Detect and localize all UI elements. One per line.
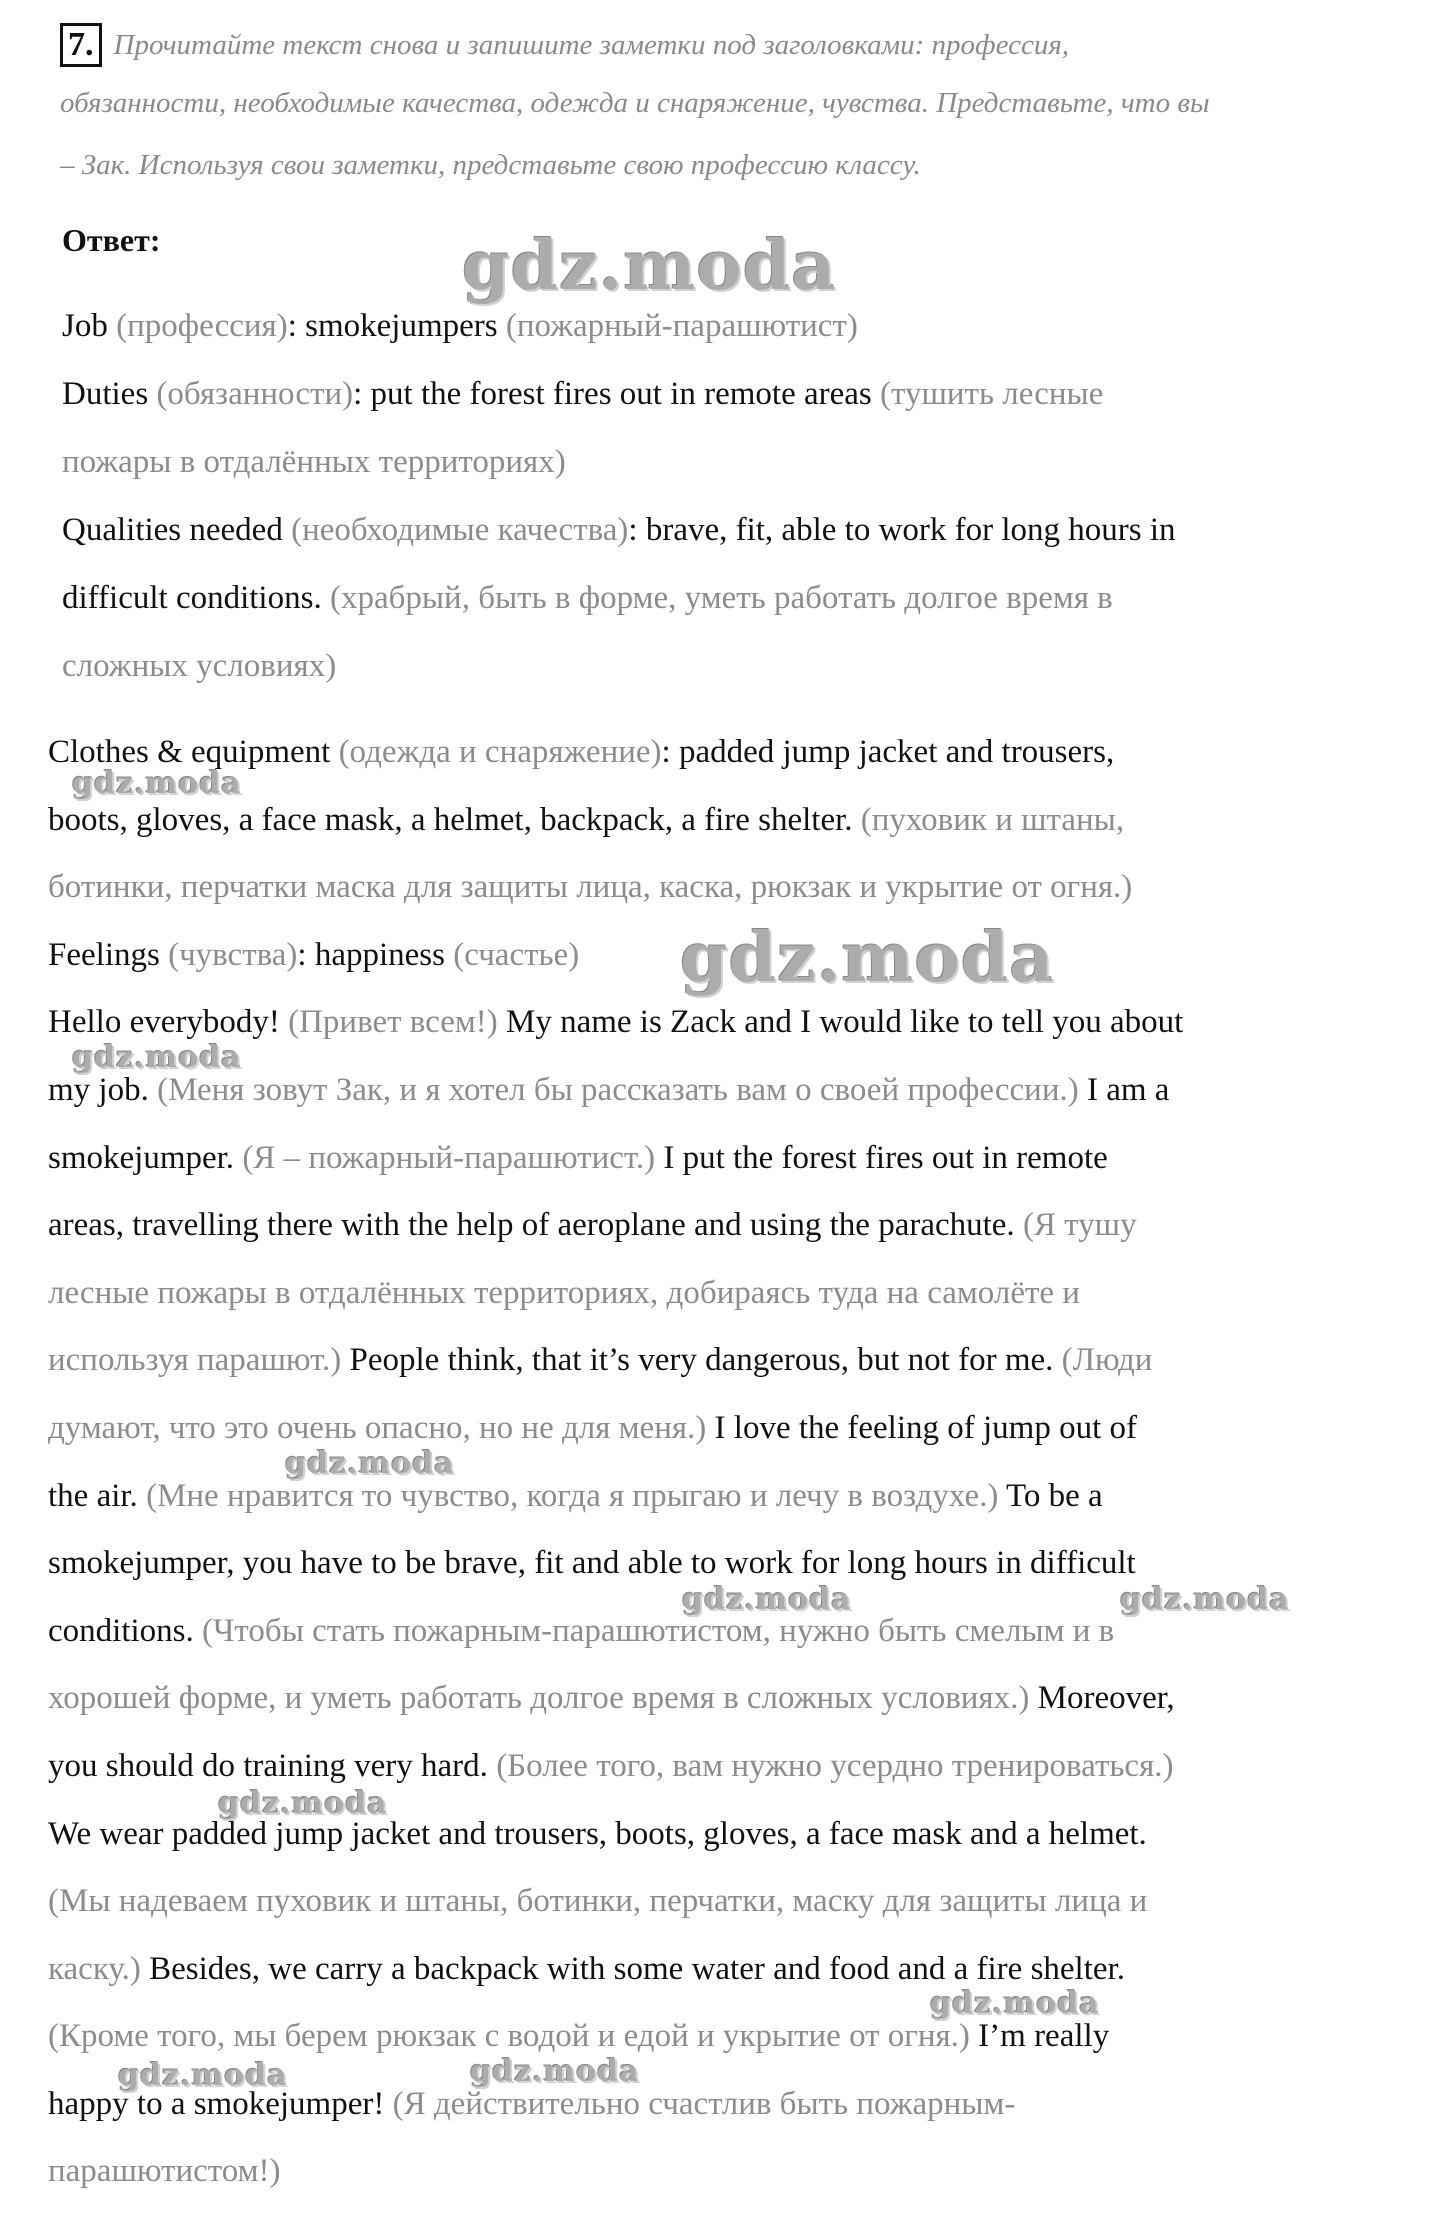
russian-translation: (Мне нравится то чувство, когда я прыгаю и лечу в воздухе.)	[137, 1477, 999, 1514]
story-line	[48, 857, 1408, 925]
russian-translation: пожары в отдалённых территориях)	[62, 444, 566, 480]
english-text: We wear padded jump jacket and trousers, boots, gloves, a face mask and a helmet.	[48, 1815, 1147, 1852]
watermark: gdz.moda	[680, 918, 1055, 998]
russian-translation: (обязанности)	[148, 376, 354, 412]
english-text: : padded jump jacket and trousers,	[661, 734, 1115, 770]
english-text: People think, that it’s very dangerous, but not for me.	[341, 1342, 1054, 1379]
notes-line	[62, 636, 1402, 704]
watermark: gdz.moda	[462, 226, 837, 306]
story-line	[48, 1263, 1408, 1331]
story-line	[48, 992, 1408, 1060]
story-line	[48, 1128, 1408, 1196]
english-text: : smokejumpers	[287, 308, 498, 344]
english-text: Duties	[62, 376, 149, 412]
story-line	[48, 2141, 1408, 2209]
watermark: gdz.moda	[682, 1582, 852, 1617]
watermark: gdz.moda	[930, 1986, 1100, 2021]
russian-translation: (Привет всем!)	[279, 1004, 498, 1041]
story-line	[48, 1466, 1408, 1534]
notes-line	[62, 432, 1402, 500]
english-text: the air.	[48, 1477, 138, 1514]
notes-line	[62, 296, 1402, 364]
story-line	[48, 1398, 1408, 1466]
english-text: I am a	[1078, 1071, 1170, 1108]
task-number: 7.	[60, 23, 102, 67]
russian-translation: (необходимые качества)	[282, 512, 629, 548]
russian-translation: (пуховик и штаны,	[852, 801, 1125, 838]
english-text: Besides, we carry a backpack with some water and food and a fire shelter.	[140, 1950, 1125, 1987]
story-line	[48, 1939, 1408, 2007]
english-text: smokejumper.	[48, 1139, 235, 1176]
english-text: I love the feeling of jump out of	[706, 1409, 1138, 1446]
russian-translation: (Чтобы стать пожарным-парашютистом, нужно быть смелым и в	[193, 1612, 1115, 1649]
english-text: conditions.	[48, 1612, 194, 1649]
english-text: difficult conditions.	[62, 580, 322, 616]
english-text: : happiness	[297, 936, 445, 973]
russian-translation: ботинки, перчатки маска для защиты лица, каска, рюкзак и укрытие от огня.)	[48, 869, 1133, 906]
russian-translation: хорошей форме, и уметь работать долгое время в сложных условиях.)	[48, 1680, 1030, 1717]
russian-translation: сложных условиях)	[62, 648, 337, 684]
english-text: To be a	[998, 1477, 1103, 1514]
notes-line	[62, 364, 1402, 432]
english-text: my job.	[48, 1071, 149, 1108]
notes-line	[62, 500, 1402, 568]
english-text: areas, travelling there with the help of aeroplane and using the parachute.	[48, 1207, 1015, 1244]
story-line	[48, 1330, 1408, 1398]
answer-label: Ответ:	[62, 222, 161, 258]
task-block	[60, 18, 1410, 196]
english-text: Qualities needed	[62, 512, 283, 548]
english-text: Hello everybody!	[48, 1004, 280, 1041]
russian-translation: (тушить лесные	[871, 376, 1104, 412]
task-text-line: Прочитайте текст снова и запишите заметки под заголовками: профессия,	[113, 29, 1070, 61]
russian-translation: (Мы надеваем пуховик и штаны, ботинки, перчатки, маску для защиты лица и	[48, 1883, 1148, 1920]
watermark: gdz.moda	[118, 2058, 288, 2093]
story-line	[48, 722, 1408, 790]
notes-section	[62, 296, 1402, 704]
english-text: Feelings	[48, 936, 160, 973]
english-text: : put the forest fires out in remote areas	[353, 376, 872, 412]
watermark: gdz.moda	[72, 766, 242, 801]
english-text: Job	[62, 308, 108, 344]
story-line	[48, 1668, 1408, 1736]
english-text: you should do training very hard.	[48, 1747, 488, 1784]
russian-translation: (Я действительно счастлив быть пожарным-	[384, 2085, 1016, 2122]
task-text-line: – Зак. Используя свои заметки, представьте свою профессию классу.	[60, 149, 921, 181]
russian-translation: (Меня зовут Зак, и я хотел бы рассказать вам о своей профессии.)	[148, 1071, 1079, 1108]
story-line	[48, 1195, 1408, 1263]
watermark: gdz.moda	[285, 1446, 455, 1481]
english-text: Clothes & equipment	[48, 734, 331, 770]
english-text: I’m really	[969, 2018, 1110, 2055]
task-text-line: обязанности, необходимые качества, одежда и снаряжение, чувства. Представьте, что вы	[60, 87, 1210, 119]
english-text: smokejumper, you have to be brave, fit and able to work for long hours in difficult	[48, 1545, 1136, 1582]
story-line	[48, 1871, 1408, 1939]
english-text: Moreover,	[1029, 1680, 1175, 1717]
english-text: My name is Zack and I would like to tell you about	[497, 1004, 1184, 1041]
russian-translation: (храбрый, быть в форме, уметь работать долгое время в	[321, 580, 1113, 616]
english-text: boots, gloves, a face mask, a helmet, backpack, a fire shelter.	[48, 801, 853, 838]
russian-translation: лесные пожары в отдалённых территориях, добираясь туда на самолёте и	[48, 1274, 1080, 1311]
russian-translation: (Кроме того, мы берем рюкзак с водой и едой и укрытие от огня.)	[48, 2018, 970, 2055]
russian-translation: (Более того, вам нужно усердно тренироваться.)	[487, 1747, 1174, 1784]
russian-translation: (счастье)	[444, 936, 580, 973]
russian-translation: парашютистом!)	[48, 2153, 281, 2190]
watermark: gdz.moda	[1120, 1582, 1290, 1617]
russian-translation: (профессия)	[107, 308, 288, 344]
story-line	[48, 790, 1408, 858]
russian-translation: (чувства)	[159, 936, 298, 973]
russian-translation: (Люди	[1053, 1342, 1153, 1379]
story-line	[48, 1060, 1408, 1128]
english-text: I put the forest fires out in remote	[655, 1139, 1108, 1176]
notes-line	[62, 568, 1402, 636]
english-text: : brave, fit, able to work for long hours in	[628, 512, 1176, 548]
russian-translation: (пожарный-парашютист)	[497, 308, 858, 344]
russian-translation: используя парашют.)	[48, 1342, 342, 1379]
watermark: gdz.moda	[218, 1786, 388, 1821]
russian-translation: каску.)	[48, 1950, 141, 1987]
russian-translation: (Я – пожарный-парашютист.)	[234, 1139, 656, 1176]
english-text: happy to a smokejumper!	[48, 2085, 385, 2122]
russian-translation: (Я тушу	[1014, 1207, 1137, 1244]
watermark: gdz.moda	[470, 2054, 640, 2089]
watermark: gdz.moda	[72, 1040, 242, 1075]
russian-translation: (одежда и снаряжение)	[330, 734, 662, 770]
russian-translation: думают, что это очень опасно, но не для меня.)	[48, 1409, 707, 1446]
